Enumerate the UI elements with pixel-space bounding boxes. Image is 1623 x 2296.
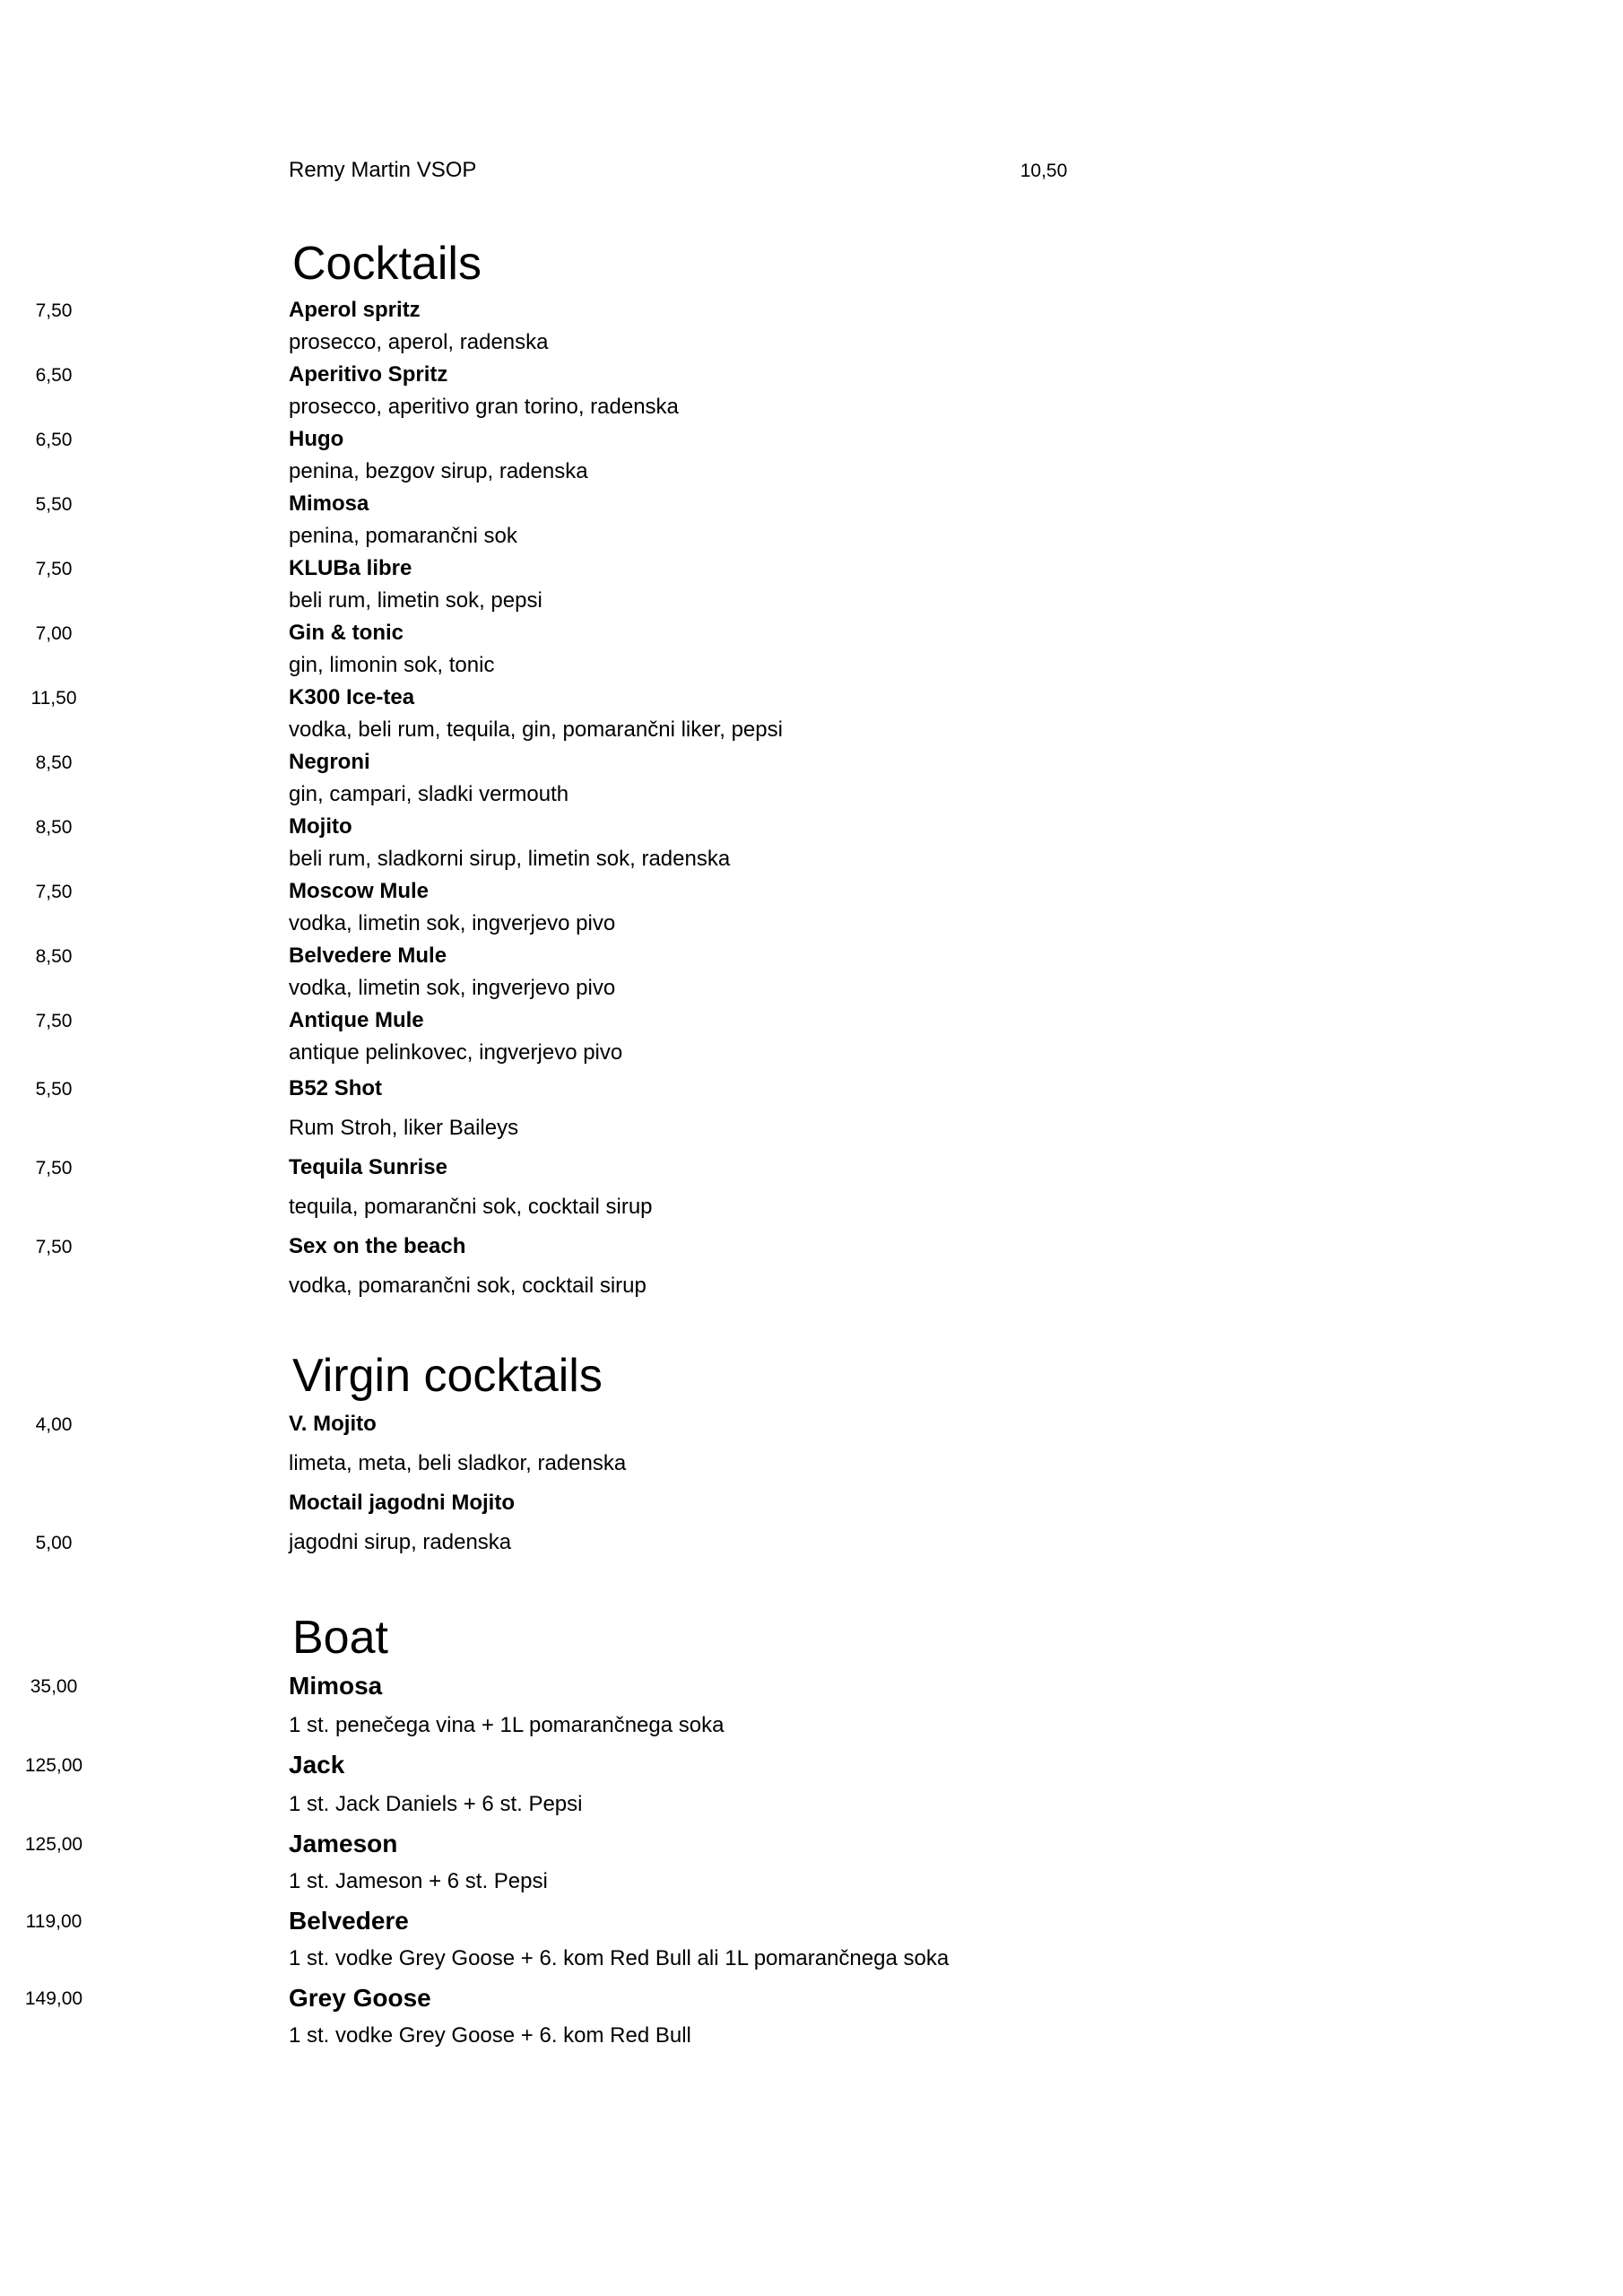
cocktail-desc: Rum Stroh, liker Baileys	[289, 1116, 519, 1140]
virgin-price: 5,00	[35, 1533, 73, 1553]
cocktail-desc: gin, limonin sok, tonic	[289, 653, 495, 677]
cocktail-price: 6,50	[35, 365, 73, 386]
cocktail-name: Sex on the beach	[289, 1234, 466, 1258]
cocktail-price: 5,50	[35, 494, 73, 515]
boat-name: Jameson	[289, 1830, 398, 1857]
cocktail-price: 8,50	[35, 752, 73, 773]
virgin-name: V. Mojito	[289, 1412, 377, 1436]
cocktail-desc: prosecco, aperol, radenska	[289, 330, 549, 354]
cocktails-heading: Cocktails	[292, 238, 482, 290]
cocktail-price: 11,50	[30, 688, 77, 709]
boat-price: 35,00	[30, 1676, 78, 1697]
cocktail-desc: beli rum, sladkorni sirup, limetin sok, radenska	[289, 847, 731, 871]
cocktail-name: Gin & tonic	[289, 621, 404, 645]
boat-name: Belvedere	[289, 1907, 409, 1935]
cocktail-name: Antique Mule	[289, 1008, 424, 1032]
cocktail-price: 8,50	[35, 817, 73, 838]
cocktail-desc: prosecco, aperitivo gran torino, radenska	[289, 395, 679, 419]
cocktail-name: KLUBa libre	[289, 556, 412, 580]
cocktail-name: Tequila Sunrise	[289, 1155, 447, 1179]
cocktail-name: B52 Shot	[289, 1076, 383, 1100]
virgin-desc: limeta, meta, beli sladkor, radenska	[289, 1451, 627, 1475]
virgin-price: 4,00	[35, 1414, 73, 1435]
cocktail-price: 7,50	[35, 559, 73, 579]
cocktail-name: Hugo	[289, 427, 344, 451]
cocktail-price: 5,50	[35, 1079, 73, 1100]
boat-desc: 1 st. Jack Daniels + 6 st. Pepsi	[289, 1792, 583, 1816]
cocktail-name: Mimosa	[289, 491, 369, 516]
cocktail-desc: penina, pomarančni sok	[289, 524, 517, 548]
boat-desc: 1 st. Jameson + 6 st. Pepsi	[289, 1869, 548, 1893]
cocktail-price: 7,00	[35, 623, 73, 644]
cocktail-name: Moscow Mule	[289, 879, 430, 903]
cocktail-name: K300 Ice-tea	[289, 685, 415, 709]
top-item-price: 10,50	[1020, 161, 1068, 181]
boat-price: 119,00	[25, 1911, 82, 1932]
boat-desc: 1 st. penečega vina + 1L pomarančnega soka	[289, 1713, 725, 1737]
boat-name: Jack	[289, 1751, 345, 1779]
cocktail-name: Aperol spritz	[289, 298, 421, 322]
cocktail-price: 7,50	[35, 882, 73, 902]
cocktail-name: Mojito	[289, 814, 352, 839]
cocktail-name: Aperitivo Spritz	[289, 362, 448, 387]
boat-name: Mimosa	[289, 1672, 383, 1700]
cocktail-price: 7,50	[35, 300, 73, 321]
cocktail-desc: gin, campari, sladki vermouth	[289, 782, 569, 806]
virgin-desc: jagodni sirup, radenska	[289, 1530, 512, 1554]
cocktail-desc: penina, bezgov sirup, radenska	[289, 459, 588, 483]
boat-price: 125,00	[24, 1834, 83, 1855]
boat-desc: 1 st. vodke Grey Goose + 6. kom Red Bull ali 1L pomarančnega soka	[289, 1946, 950, 1970]
virgin-cocktails-heading: Virgin cocktails	[292, 1350, 603, 1402]
boat-heading: Boat	[292, 1612, 388, 1664]
cocktail-desc: vodka, limetin sok, ingverjevo pivo	[289, 976, 616, 1000]
boat-desc: 1 st. vodke Grey Goose + 6. kom Red Bull	[289, 2023, 691, 2048]
cocktail-desc: vodka, beli rum, tequila, gin, pomarančni liker, pepsi	[289, 718, 783, 742]
cocktail-desc: vodka, pomarančni sok, cocktail sirup	[289, 1274, 647, 1298]
cocktail-price: 7,50	[35, 1011, 73, 1031]
boat-price: 149,00	[24, 1988, 83, 2009]
virgin-name: Moctail jagodni Mojito	[289, 1491, 515, 1515]
top-item-name: Remy Martin VSOP	[289, 158, 477, 182]
cocktail-desc: beli rum, limetin sok, pepsi	[289, 588, 542, 613]
cocktail-desc: vodka, limetin sok, ingverjevo pivo	[289, 911, 616, 935]
cocktail-price: 8,50	[35, 946, 73, 967]
boat-name: Grey Goose	[289, 1984, 431, 2012]
cocktail-price: 6,50	[35, 430, 73, 450]
cocktail-desc: antique pelinkovec, ingverjevo pivo	[289, 1040, 623, 1065]
cocktail-desc: tequila, pomarančni sok, cocktail sirup	[289, 1195, 653, 1219]
cocktail-price: 7,50	[35, 1158, 73, 1178]
cocktail-name: Belvedere Mule	[289, 944, 447, 968]
boat-price: 125,00	[24, 1755, 83, 1776]
cocktail-price: 7,50	[35, 1237, 73, 1257]
cocktail-name: Negroni	[289, 750, 370, 774]
